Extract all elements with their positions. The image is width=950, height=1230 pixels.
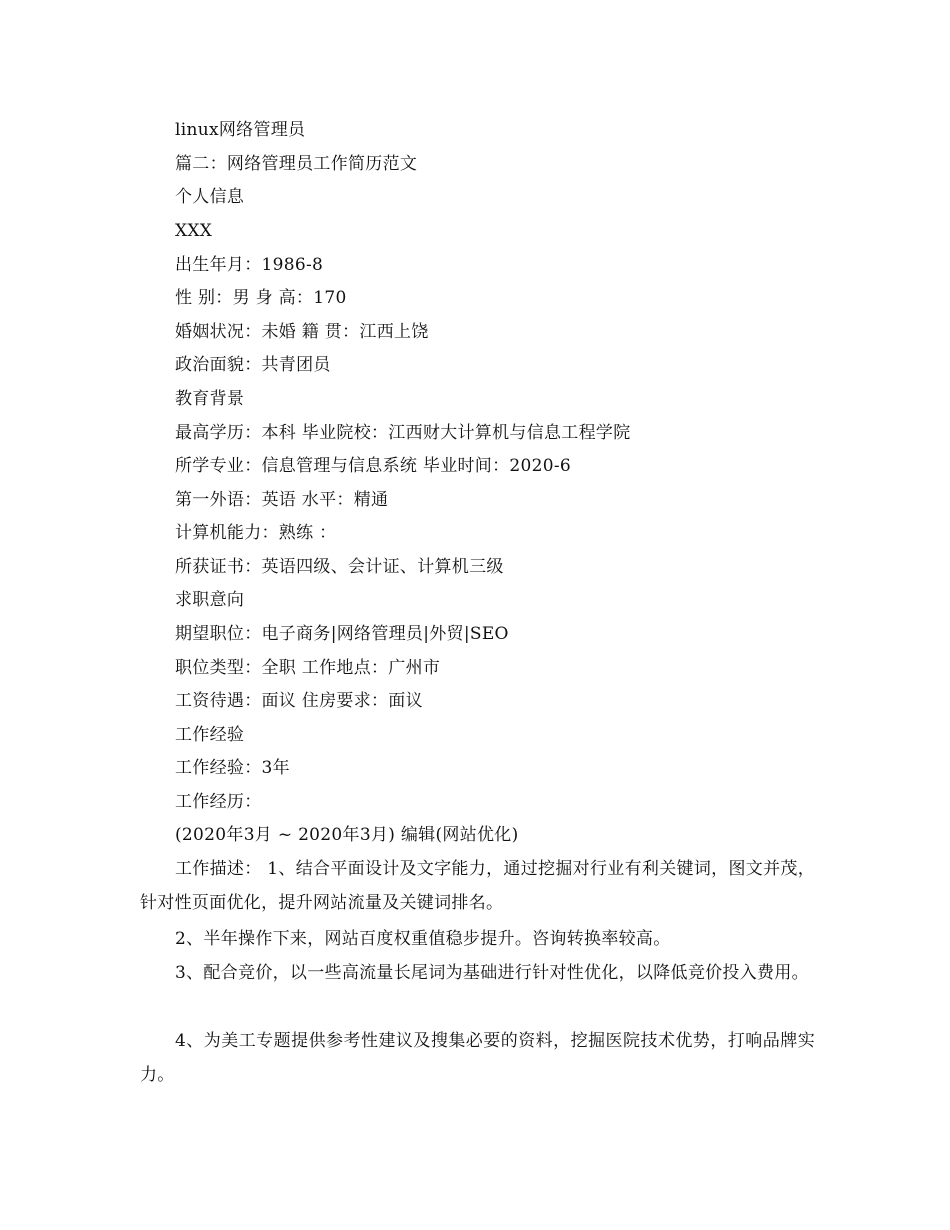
certificates-line: 所获证书：英语四级、会计证、计算机三级 [175,557,504,577]
work-description-paragraph-2: 2、半年操作下来，网站百度权重值稳步提升。咨询转换率较高。 [175,929,671,949]
experience-years-line: 工作经验：3年 [175,758,290,778]
desired-position-line: 期望职位：电子商务|网络管理员|外贸|SEO [175,624,509,644]
section-heading-education: 教育背景 [175,389,245,409]
gender-height-line: 性 别：男 身 高：170 [175,288,347,308]
degree-school-line: 最高学历：本科 毕业院校：江西财大计算机与信息工程学院 [175,423,631,443]
work-history-label: 工作经历： [175,792,262,812]
major-graduation-line: 所学专业：信息管理与信息系统 毕业时间：2020-6 [175,456,572,476]
section-heading-work-experience: 工作经验 [175,725,245,745]
job-type-location-line: 职位类型：全职 工作地点：广州市 [175,658,441,678]
work-description-paragraph-3: 3、配合竞价，以一些高流量长尾词为基础进行针对性优化，以降低竞价投入费用。 [175,963,809,983]
political-status-line: 政治面貌：共青团员 [175,355,331,375]
birth-line: 出生年月：1986-8 [175,255,324,275]
salary-housing-line: 工资待遇：面议 住房要求：面议 [175,691,423,711]
work-description-paragraph-1: 工作描述： 1、结合平面设计及文字能力，通过挖掘对行业有利关键词，图文并茂，针对性页面优化，提升网站流量及关键词排名。 [140,859,815,913]
section-title: 篇二：网络管理员工作简历范文 [175,154,418,174]
job-period-line: (2020年3月 ~ 2020年3月) 编辑(网站优化) [175,825,519,845]
marital-origin-line: 婚姻状况：未婚 籍 贯：江西上饶 [175,322,429,342]
language-line: 第一外语：英语 水平：精通 [175,490,389,510]
section-heading-job-intention: 求职意向 [175,590,245,610]
work-description-paragraph-4: 4、为美工专题提供参考性建议及搜集必要的资料，挖掘医院技术优势，打响品牌实力。 [140,1031,815,1085]
heading-line: linux网络管理员 [175,120,306,140]
computer-skill-line: 计算机能力：熟练 ： [175,523,337,543]
name-line: XXX [175,221,213,241]
section-heading-personal-info: 个人信息 [175,187,245,207]
